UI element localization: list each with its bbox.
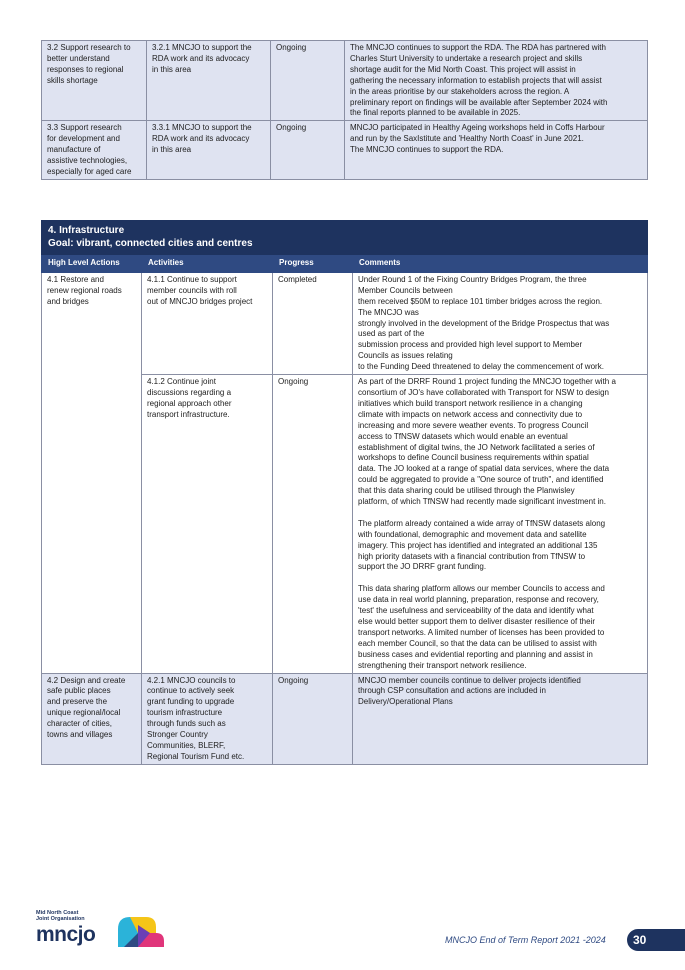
text-line: transport infrastructure. (147, 409, 230, 419)
text-line: discussions regarding a (147, 387, 232, 397)
text-line: gathering the necessary information to establish projects that will assist (350, 75, 602, 85)
comments-cell (353, 272, 648, 374)
text-line: with foundational, demographic and movement data and satellite (358, 529, 587, 539)
text-line: Member Councils between (358, 285, 453, 295)
text-line: tourism infrastructure (147, 708, 223, 718)
text-line: 3.3.1 MNCJO to support the (152, 123, 252, 133)
text-line: imagery. This project has identified and integrated an additional 135 (358, 540, 598, 550)
text-line: and bridges (47, 296, 89, 306)
text-line: RDA work and its advocacy (152, 53, 250, 63)
text-line: responses to regional (47, 64, 124, 74)
comments-cell (353, 375, 648, 673)
text-line: out of MNCJO bridges project (147, 296, 253, 306)
action-cell (42, 673, 142, 764)
header-comments: Comments (353, 255, 648, 273)
comments-cell (353, 673, 648, 764)
table-row (42, 272, 648, 374)
text-line: The platform already contained a wide array of TfNSW datasets along (358, 518, 606, 528)
text-line: in this area (152, 64, 192, 74)
text-line: strengthening their transport network resilience. (358, 660, 527, 670)
header-activities: Activities (142, 255, 273, 273)
infrastructure-table (41, 220, 648, 765)
progress-cell: Ongoing (273, 375, 353, 673)
text-line: unique regional/local (47, 708, 121, 718)
logo-line-2: Joint Organisation (36, 916, 85, 923)
progress-cell: Ongoing (271, 121, 345, 180)
mncjo-logo (36, 910, 176, 954)
text-line: climate with impacts on network access and connectivity due to (358, 409, 583, 419)
text-line: used as part of the (358, 329, 425, 339)
text-line: towns and villages (47, 730, 113, 740)
action-cell (42, 41, 147, 121)
text-line: renew regional roads (47, 285, 122, 295)
text-line: consortium of JO's have collaborated with Transport for NSW to design (358, 387, 609, 397)
text-line: 3.2 Support research to (47, 43, 131, 52)
text-line: them received $50M to replace 101 timber bridges across the region. (358, 296, 603, 306)
activity-cell (147, 41, 271, 121)
text-line: MNCJO participated in Healthy Ageing workshops held in Coffs Harbour (350, 123, 605, 133)
table-row (42, 673, 648, 764)
text-line: Regional Tourism Fund etc. (147, 751, 245, 761)
text-line: 4.2 Design and create (47, 675, 126, 685)
text-line: that this data sharing could be utilised through the Planwisley (358, 486, 575, 496)
text-line: through CSP consultation and actions are included in (358, 686, 546, 696)
text-line: continue to actively seek (147, 686, 235, 696)
text-line: member councils with roll (147, 285, 237, 295)
text-line: Charles Sturt University to undertake a research project and skills (350, 53, 583, 63)
comments-cell (345, 41, 648, 121)
text-line: 4.1.2 Continue joint (147, 377, 216, 387)
logo-line-1: Mid North Coast (36, 910, 79, 916)
text-line: data. The JO looked at a range of spatial data services, where the data (358, 464, 610, 474)
text-line: through funds such as (147, 719, 226, 729)
text-line: could be aggregated to provide a "One source of truth", and identified (358, 475, 604, 485)
previous-section-table (41, 40, 648, 180)
text-line: character of cities, (47, 719, 112, 729)
logo-shape-icon (116, 913, 166, 949)
logo-wordmark: mncjo (36, 923, 96, 946)
text-line: Delivery/Operational Plans (358, 697, 453, 707)
text-line: 'test' the usefulness and serviceability of the data and identify what (358, 606, 594, 616)
text-line: MNCJO member councils continue to deliver projects identified (358, 675, 581, 685)
text-line: business cases and evidential reporting and planning and assist in (358, 649, 593, 659)
text-line: submission process and provided high level support to Member (358, 340, 583, 350)
progress-cell: Ongoing (273, 673, 353, 764)
text-line: skills shortage (47, 75, 98, 85)
action-cell (42, 272, 142, 673)
text-line: shortage audit for the Mid North Coast. This project will assist in (350, 64, 576, 74)
text-line: to the Funding Deed threatened to delay the commencement of work. (358, 362, 604, 372)
section-title: 4. Infrastructure (48, 225, 125, 236)
text-line: regional approach other (147, 398, 232, 408)
text-line: strongly involved in the development of the Bridge Prospectus that was (358, 318, 610, 328)
table-row (42, 121, 648, 180)
page-number-badge: 30 (627, 929, 685, 951)
table-row (42, 41, 648, 121)
text-line: As part of the DRRF Round 1 project funding the MNCJO together with a (358, 377, 616, 387)
text-line: access to TfNSW datasets which would enable an eventual (358, 431, 568, 441)
progress-cell: Completed (273, 272, 353, 374)
text-line: 3.3 Support research (47, 123, 122, 133)
header-actions: High Level Actions (42, 255, 142, 273)
text-line: assistive technologies, (47, 156, 128, 166)
progress-cell: Ongoing (271, 41, 345, 121)
text-line: grant funding to upgrade (147, 697, 235, 707)
text-line: The MNCJO was (358, 307, 419, 317)
text-line: RDA work and its advocacy (152, 134, 250, 144)
text-line: high priority datasets with a financial contribution from TfNSW to (358, 551, 586, 561)
text-line: preliminary report on findings will be available after September 2024 with (350, 97, 608, 107)
text-line: especially for aged care (47, 166, 132, 176)
text-line: The MNCJO continues to support the RDA. The RDA has partnered with (350, 43, 606, 52)
text-line: This data sharing platform allows our member Councils to access and (358, 584, 605, 594)
text-line: safe public places (47, 686, 111, 696)
section-header-row (42, 221, 648, 255)
text-line: establishment of digital twins, the JO Network facilitated a series of (358, 442, 595, 452)
text-line: Councils as issues relating (358, 351, 453, 361)
text-line: Stronger Country (147, 730, 208, 740)
text-line: Communities, BLERF, (147, 740, 226, 750)
comment-paragraph (358, 584, 643, 671)
comments-cell (345, 121, 648, 180)
header-progress: Progress (273, 255, 353, 273)
text-line: in this area (152, 145, 192, 155)
text-line: manufacture of (47, 145, 101, 155)
activity-cell (142, 375, 273, 673)
text-line: Under Round 1 of the Fixing Country Bridges Program, the three (358, 274, 587, 284)
text-line: use data in real world planning, preparation, response and recovery, (358, 595, 599, 605)
activity-cell (142, 673, 273, 764)
text-line: and preserve the (47, 697, 108, 707)
comment-paragraph (358, 519, 643, 574)
text-line: 4.1.1 Continue to support (147, 274, 237, 284)
section-header (42, 221, 648, 255)
text-line: The MNCJO continues to support the RDA. (350, 145, 504, 155)
text-line: each member Council, so that the data can be utilised to assist with (358, 638, 597, 648)
comment-paragraph (358, 377, 643, 508)
text-line: in the areas prioritise by our stakeholders across the region. A (350, 86, 570, 96)
text-line: for development and (47, 134, 120, 144)
activity-cell (147, 121, 271, 180)
text-line: else would better support them to deliver disaster resilience of their (358, 616, 596, 626)
section-goal: Goal: vibrant, connected cities and centres (48, 238, 253, 249)
activity-cell (142, 272, 273, 374)
logo-org-name (36, 910, 85, 923)
action-cell (42, 121, 147, 180)
column-header-row (42, 255, 648, 273)
text-line: better understand (47, 53, 110, 63)
report-title: MNCJO End of Term Report 2021 -2024 (445, 935, 606, 945)
text-line: and run by the SaxIstitute and 'Healthy North Coast' in June 2021. (350, 134, 584, 144)
text-line: 4.2.1 MNCJO councils to (147, 675, 236, 685)
text-line: 4.1 Restore and (47, 274, 104, 284)
text-line: workshops to define Council business requirements within spatial (358, 453, 589, 463)
text-line: initiatives which build transport network resilience in a changing (358, 398, 583, 408)
text-line: platform, of which TfNSW had recently made significant investment in. (358, 497, 606, 507)
text-line: the final reports planned to be available in 2025. (350, 108, 521, 118)
text-line: 3.2.1 MNCJO to support the (152, 43, 252, 52)
text-line: support the JO DRRF grant funding. (358, 562, 487, 572)
text-line: increasing and more severe weather events. To progress Council (358, 420, 589, 430)
text-line: transport networks. A limited number of licenses has been provided to (358, 627, 605, 637)
